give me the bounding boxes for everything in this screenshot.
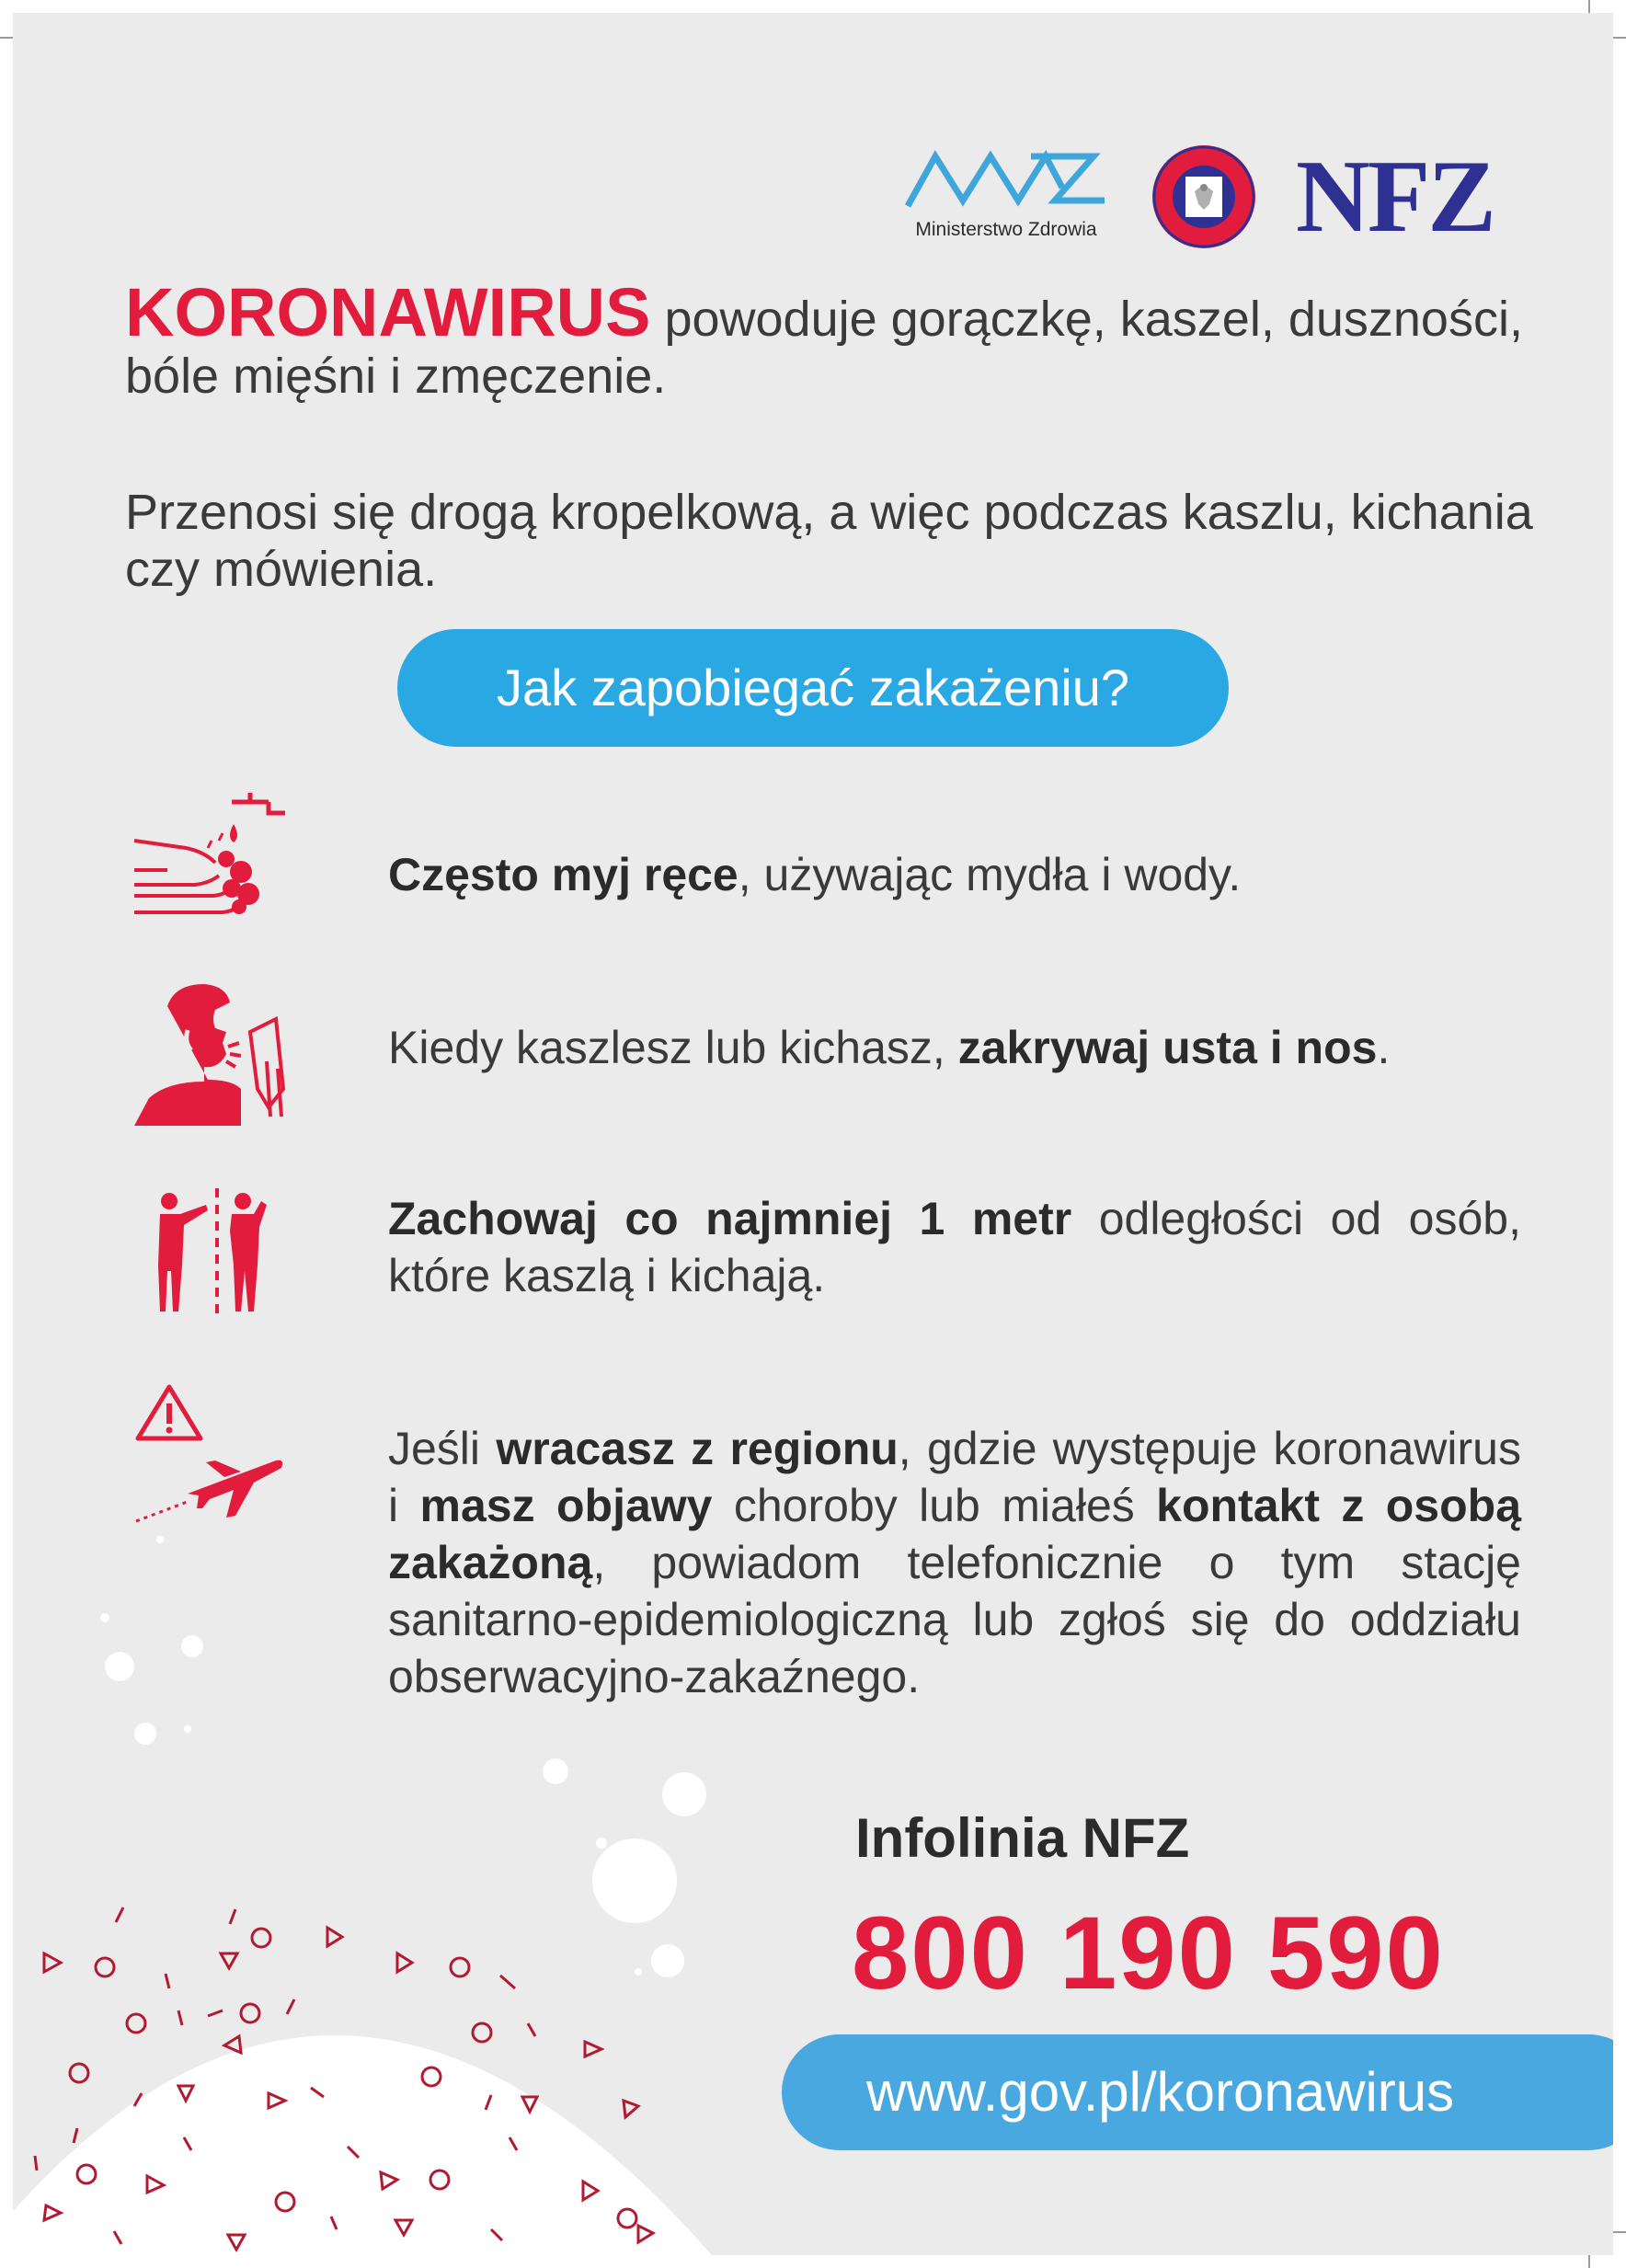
tip-travel-p1: Jeśli (388, 1423, 497, 1474)
tip-hand-washing-rest: , używając mydła i wody. (738, 849, 1242, 900)
hand-washing-icon (131, 787, 292, 925)
logo-bar (900, 142, 1526, 252)
tip-travel-p3: choroby lub miałeś (712, 1480, 1157, 1531)
cover-cough-icon (131, 979, 291, 1126)
nfz-logo: NFZ (1296, 140, 1494, 254)
tip-travel-b1: wracasz z regionu (496, 1423, 899, 1474)
social-distance-icon (151, 1183, 270, 1321)
tip-keep-distance-rest: odległości od osób, które kaszlą i kichają. (388, 1193, 1521, 1301)
intro-paragraph-2: Przenosi się drogą kropelkową, a więc podczas kaszlu, kichania czy mówienia. (125, 485, 1533, 597)
tip-cover-mouth-pre: Kiedy kaszlesz lub kichasz, (388, 1022, 958, 1073)
tip-cover-mouth-post: . (1377, 1022, 1391, 1073)
intro-text-1: powoduje gorączkę, kaszel, duszności, bóle mięśni i zmęczenie. (125, 292, 1523, 404)
tip-travel-warning (388, 1420, 1521, 1705)
tip-travel-b3: kontakt z osobą zakażoną (388, 1480, 1521, 1588)
poster (13, 13, 1613, 2255)
intro-paragraph (125, 274, 1541, 405)
tip-travel-b2: masz objawy (419, 1480, 713, 1531)
tip-keep-distance (388, 1190, 1521, 1304)
website-link[interactable]: www.gov.pl/koronawirus (782, 2034, 1613, 2150)
tip-keep-distance-bold: Zachowaj co najmniej 1 metr (388, 1193, 1072, 1244)
tip-cover-mouth-bold: zakrywaj usta i nos (957, 1022, 1378, 1073)
hotline-label: Infolinia NFZ (855, 1807, 1190, 1869)
tip-cover-mouth (388, 1019, 1521, 1076)
tip-hand-washing-bold: Często myj ręce (388, 849, 739, 900)
tip-hand-washing (388, 846, 1521, 903)
tip-travel-p4: , powiadom telefonicznie o tym stację sanitarno-epidemiologiczną lub zgłoś się do oddziału obserwacyjno-zakaźnego. (388, 1537, 1521, 1702)
keyword-koronawirus: KORONAWIRUS (125, 274, 651, 350)
ministry-caption: Ministerstwo Zdrowia (915, 219, 1097, 240)
tip-travel-p2: , gdzie występuje koronawirus i (388, 1423, 1521, 1531)
seal-icon (1151, 143, 1257, 250)
prevention-heading-button[interactable]: Jak zapobiegać zakażeniu? (397, 629, 1229, 747)
travel-warning-icon (132, 1381, 289, 1529)
hotline-number[interactable]: 800 190 590 (852, 1896, 1445, 2010)
